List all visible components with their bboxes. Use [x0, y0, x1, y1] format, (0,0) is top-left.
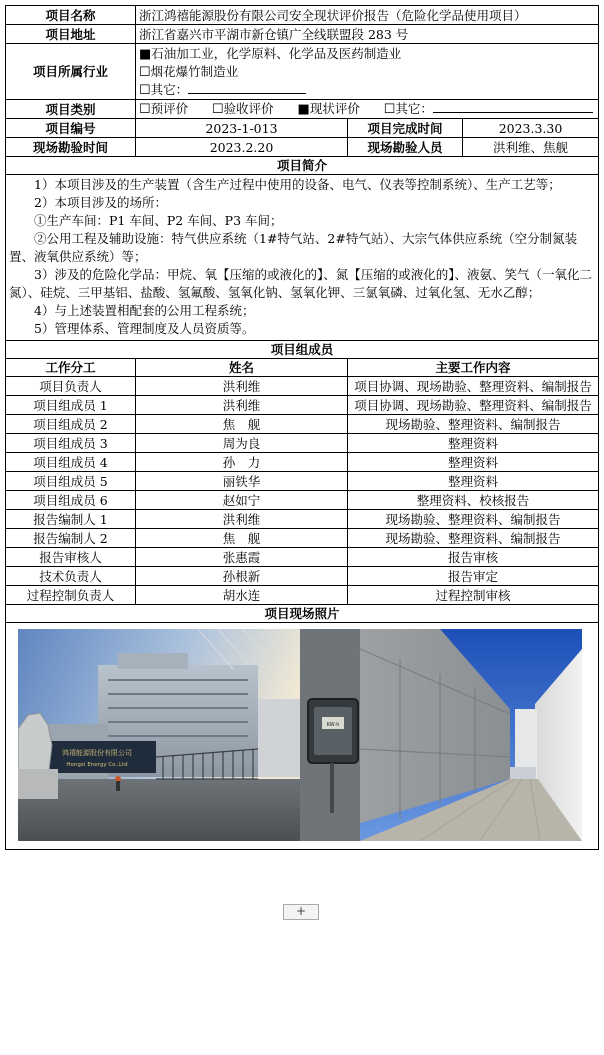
add-page-button[interactable]: +: [283, 904, 319, 920]
member-work: 过程控制审核: [348, 586, 599, 605]
member-name: 洪利维: [136, 510, 348, 529]
project-info-table: [5, 5, 599, 850]
member-name: 周为良: [136, 434, 348, 453]
table-row: [6, 586, 599, 605]
member-work: 现场勘验、整理资料、编制报告: [348, 510, 599, 529]
unchecked-box-icon: ☐: [139, 102, 151, 117]
table-row: [6, 396, 599, 415]
member-work: 项目协调、现场勘验、整理资料、编制报告: [348, 396, 599, 415]
table-row: [6, 529, 599, 548]
intro-paragraph: 1）本项目涉及的生产装置（含生产过程中使用的设备、电气、仪表等控制系统）、生产工艺等；: [34, 177, 561, 192]
intro-paragraph: 3）涉及的危险化学品：甲烷、氧【压缩的或液化的】、氮【压缩的或液化的】、液氨、笑气（一氧化二氮）、硅烷、三甲基铝、盐酸、氢氟酸、氢氧化钠、氢氧化钾、三氯氧磷、过氧化氢、无水乙醇；: [9, 267, 592, 300]
photos-row: [18, 629, 582, 841]
category-option: ■现状评价: [297, 101, 360, 117]
table-row: [6, 453, 599, 472]
member-work: 现场勘验、整理资料、编制报告: [348, 529, 599, 548]
member-work: 整理资料: [348, 453, 599, 472]
industry-option: ☐烟花爆竹制造业: [139, 63, 239, 80]
member-name: 孙根新: [136, 567, 348, 586]
member-work: 整理资料: [348, 472, 599, 491]
blank-underline: [433, 100, 593, 113]
member-role: 过程控制负责人: [6, 586, 136, 605]
site-photo-alley: [300, 629, 582, 841]
photos-cell: [6, 623, 599, 850]
unchecked-box-icon: ☐: [139, 82, 151, 98]
category-option: ☐验收评价: [212, 101, 274, 117]
table-row: [6, 567, 599, 586]
checked-box-icon: ■: [297, 102, 310, 117]
photos-title: 项目现场照片: [6, 605, 599, 623]
member-role: 报告编制人 1: [6, 510, 136, 529]
table-row: [6, 472, 599, 491]
member-name: 洪利维: [136, 396, 348, 415]
member-role: 项目组成员 1: [6, 396, 136, 415]
member-name: 胡水连: [136, 586, 348, 605]
member-name: 焦 舰: [136, 529, 348, 548]
intro-paragraph: 2）本项目涉及的场所：: [34, 195, 167, 210]
industry-option: ■石油加工业，化学原料、化学品及医药制造业: [139, 45, 402, 62]
unchecked-box-icon: ☐: [139, 64, 151, 80]
member-work: 报告审核: [348, 548, 599, 567]
member-name: 丽铁华: [136, 472, 348, 491]
members-title: 项目组成员: [6, 341, 599, 359]
project-number-value: 2023-1-013: [136, 119, 348, 138]
project-address-value: 浙江省嘉兴市平湖市新仓镇广全线联盟段 283 号: [136, 25, 599, 44]
member-role: 项目组成员 4: [6, 453, 136, 472]
table-row: [6, 415, 599, 434]
member-name: 赵如宁: [136, 491, 348, 510]
intro-paragraph: 4）与上述装置相配套的公用工程系统；: [34, 303, 255, 318]
project-name-value: 浙江鸿禧能源股份有限公司安全现状评价报告（危险化学品使用项目）: [136, 6, 599, 25]
table-row: [6, 491, 599, 510]
table-row: [6, 377, 599, 396]
member-name: 洪利维: [136, 377, 348, 396]
category-options: [136, 100, 599, 119]
member-work: 项目协调、现场勘验、整理资料、编制报告: [348, 377, 599, 396]
project-address-label: 项目地址: [6, 25, 136, 44]
survey-time-value: 2023.2.20: [136, 138, 348, 157]
members-header-role: 工作分工: [6, 359, 136, 377]
member-role: 项目组成员 3: [6, 434, 136, 453]
unchecked-box-icon: ☐: [212, 102, 224, 117]
survey-people-value: 洪利维、焦舰: [463, 138, 599, 157]
intro-paragraph: ①生产车间：P1 车间、P2 车间、P3 车间；: [34, 213, 283, 228]
member-role: 技术负责人: [6, 567, 136, 586]
industry-option: ☐其它：: [139, 81, 595, 99]
survey-time-label: 现场勘验时间: [6, 138, 136, 157]
member-role: 报告编制人 2: [6, 529, 136, 548]
member-work: 报告审定: [348, 567, 599, 586]
members-header-work: 主要工作内容: [348, 359, 599, 377]
checked-box-icon: ■: [139, 46, 152, 62]
project-name-label: 项目名称: [6, 6, 136, 25]
category-label: 项目类别: [6, 100, 136, 119]
meter-label: KW·h: [326, 722, 340, 728]
completion-time-value: 2023.3.30: [463, 119, 599, 138]
intro-title: 项目简介: [6, 157, 599, 175]
member-role: 项目负责人: [6, 377, 136, 396]
intro-paragraph: 5）管理体系、管理制度及人员资质等。: [34, 321, 255, 336]
table-row: [6, 434, 599, 453]
report-sheet: [5, 5, 598, 850]
member-role: 报告审核人: [6, 548, 136, 567]
intro-body: [6, 175, 599, 341]
member-name: 孙 力: [136, 453, 348, 472]
category-option: ☐其它：: [384, 101, 593, 116]
member-work: 现场勘验、整理资料、编制报告: [348, 415, 599, 434]
member-work: 整理资料: [348, 434, 599, 453]
member-role: 项目组成员 6: [6, 491, 136, 510]
industry-options: [136, 44, 599, 100]
survey-people-label: 现场勘验人员: [348, 138, 463, 157]
intro-paragraph: ②公用工程及辅助设施：特气供应系统（1#特气站、2#特气站）、大宗气体供应系统（空分制氮装置、液氧供应系统）等；: [9, 231, 578, 264]
category-option: ☐预评价: [139, 101, 189, 117]
members-rows: [6, 377, 599, 605]
table-row: [6, 510, 599, 529]
company-sign-text: 鸿禧能源股份有限公司: [62, 749, 132, 757]
project-number-label: 项目编号: [6, 119, 136, 138]
table-row: [6, 548, 599, 567]
member-name: 张惠霞: [136, 548, 348, 567]
member-role: 项目组成员 2: [6, 415, 136, 434]
member-work: 整理资料、校核报告: [348, 491, 599, 510]
completion-time-label: 项目完成时间: [348, 119, 463, 138]
member-name: 焦 舰: [136, 415, 348, 434]
company-sign-subtext: Hongxi Energy Co.,Ltd: [66, 762, 128, 768]
blank-underline: [188, 81, 306, 94]
site-photo-entrance: [18, 629, 300, 841]
members-header-name: 姓名: [136, 359, 348, 377]
member-role: 项目组成员 5: [6, 472, 136, 491]
unchecked-box-icon: ☐: [383, 102, 396, 117]
industry-label: 项目所属行业: [6, 44, 136, 100]
